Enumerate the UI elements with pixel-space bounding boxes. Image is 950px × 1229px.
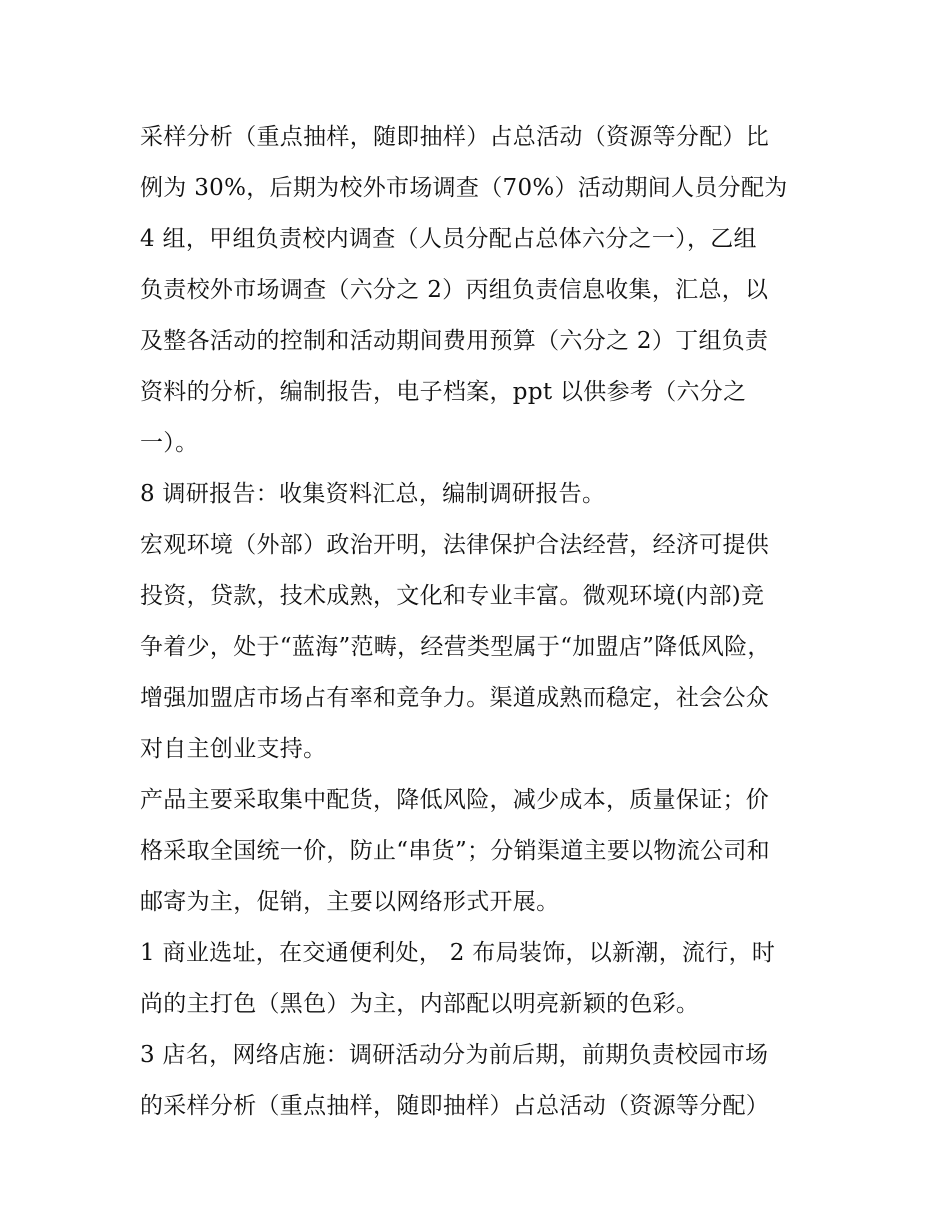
text-line: 8 调研报告：收集资料汇总，编制调研报告。 bbox=[140, 481, 606, 507]
text-line: 采样分析（重点抽样，随即抽样）占总活动（资源等分配）比 bbox=[140, 124, 770, 150]
text-line: 的采样分析（重点抽样，随即抽样）占总活动（资源等分配） bbox=[140, 1093, 770, 1119]
text-line: 3 店名，网络店施：调研活动分为前后期，前期负责校园市场 bbox=[140, 1042, 769, 1068]
text-line: 资料的分析，编制报告，电子档案，ppt 以供参考（六分之 bbox=[140, 379, 747, 405]
text-line: 格采取全国统一价，防止“串货”；分销渠道主要以物流公司和 bbox=[140, 838, 770, 864]
text-line: 对自主创业支持。 bbox=[140, 736, 327, 762]
text-line: 及整各活动的控制和活动期间费用预算（六分之 2）丁组负责 bbox=[140, 328, 769, 354]
text-line: 1 商业选址，在交通便利处， 2 布局装饰，以新潮，流行，时 bbox=[140, 940, 776, 966]
text-line: 邮寄为主，促销，主要以网络形式开展。 bbox=[140, 889, 560, 915]
text-line: 投资，贷款，技术成熟，文化和专业丰富。微观环境(内部)竞 bbox=[140, 583, 765, 609]
text-line: 宏观环境（外部）政治开明，法律保护合法经营，经济可提供 bbox=[140, 532, 770, 558]
text-line: 尚的主打色（黑色）为主，内部配以明亮新颖的色彩。 bbox=[140, 991, 700, 1017]
text-line: 产品主要采取集中配货，降低风险，减少成本，质量保证；价 bbox=[140, 787, 770, 813]
text-line: 例为 30%，后期为校外市场调查（70%）活动期间人员分配为 bbox=[140, 175, 788, 201]
text-line: 4 组，甲组负责校内调查（人员分配占总体六分之一），乙组 bbox=[140, 226, 757, 252]
text-line: 增强加盟店市场占有率和竞争力。渠道成熟而稳定，社会公众 bbox=[140, 685, 770, 711]
text-line: 一）。 bbox=[140, 430, 199, 456]
document-body bbox=[140, 112, 815, 1132]
text-line: 负责校外市场调查（六分之 2）丙组负责信息收集，汇总，以 bbox=[140, 277, 769, 303]
text-line: 争着少，处于“蓝海”范畴，经营类型属于“加盟店”降低风险， bbox=[140, 634, 771, 660]
